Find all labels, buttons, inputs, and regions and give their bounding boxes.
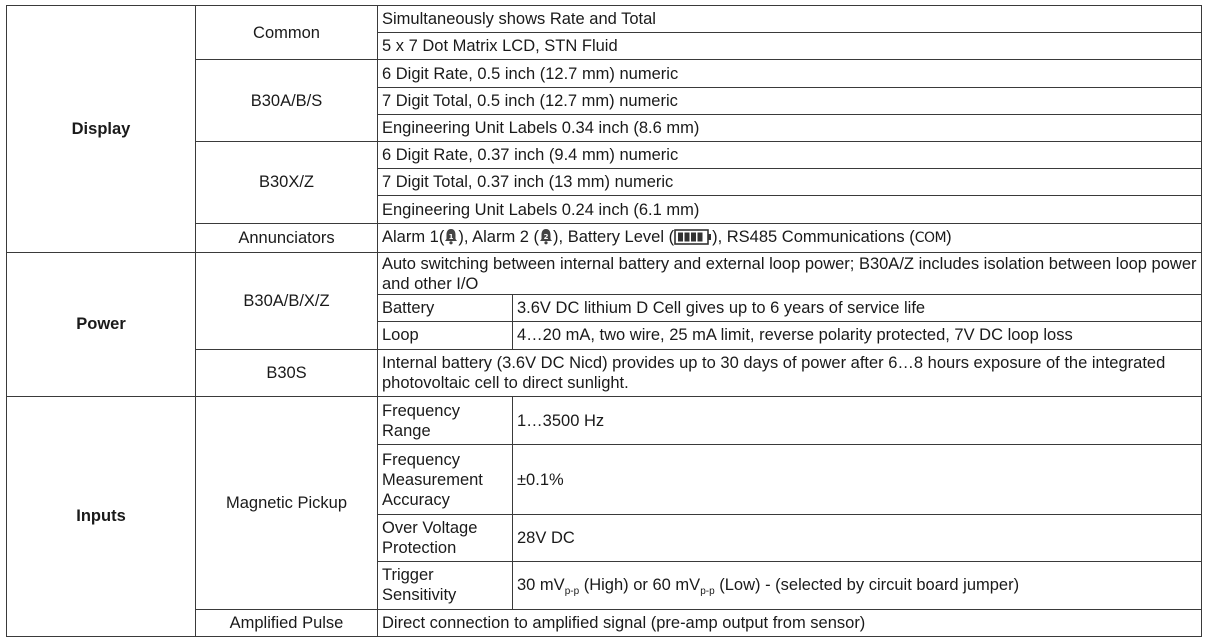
spec-value: 4…20 mA, two wire, 25 mA limit, reverse polarity protected, 7V DC loop loss bbox=[513, 322, 1202, 349]
subcategory-annunciators: Annunciators bbox=[196, 223, 378, 252]
table-row bbox=[7, 396, 1202, 444]
alarm-2-text: ), Alarm 2 ( bbox=[458, 228, 540, 247]
spec-value: 3.6V DC lithium D Cell gives up to 6 years of service life bbox=[513, 295, 1202, 322]
svg-text:1: 1 bbox=[448, 233, 454, 242]
alarm-1-bell-icon bbox=[444, 228, 458, 245]
spec-value: 1…3500 Hz bbox=[513, 396, 1202, 444]
trigger-part-a: 30 mV bbox=[517, 576, 565, 595]
spec-value: 7 Digit Total, 0.5 inch (12.7 mm) numeric bbox=[378, 87, 1202, 114]
spec-value: 6 Digit Rate, 0.5 inch (12.7 mm) numeric bbox=[378, 60, 1202, 87]
spec-value: Engineering Unit Labels 0.34 inch (8.6 mm) bbox=[378, 114, 1202, 141]
category-inputs: Inputs bbox=[7, 396, 196, 636]
category-power: Power bbox=[7, 252, 196, 396]
spec-label: Frequency Measurement Accuracy bbox=[378, 445, 513, 515]
trigger-sensitivity-value bbox=[513, 562, 1202, 609]
battery-level-icon bbox=[674, 229, 712, 245]
spec-value: Auto switching between internal battery and external loop power; B30A/Z includes isolation between loop power and other I/O bbox=[378, 252, 1202, 294]
alarm-2-bell-icon bbox=[539, 228, 553, 245]
trigger-subscript: p-p bbox=[564, 586, 580, 598]
spec-label: Over Voltage Protection bbox=[378, 514, 513, 561]
trigger-part-b: (High) or 60 mV bbox=[579, 576, 701, 595]
subcategory-b30xz: B30X/Z bbox=[196, 142, 378, 224]
table-row bbox=[7, 252, 1202, 294]
spec-value: 5 x 7 Dot Matrix LCD, STN Fluid bbox=[378, 33, 1202, 60]
spec-label: Frequency Range bbox=[378, 396, 513, 444]
svg-text:2: 2 bbox=[543, 233, 549, 242]
spec-value: Simultaneously shows Rate and Total bbox=[378, 6, 1202, 33]
spec-value: Direct connection to amplified signal (pre-amp output from sensor) bbox=[378, 609, 1202, 636]
table-row bbox=[7, 6, 1202, 33]
annunciators-value bbox=[378, 223, 1202, 252]
alarm-1-text: Alarm 1( bbox=[382, 228, 445, 247]
subcategory-common: Common bbox=[196, 6, 378, 60]
spec-value: ±0.1% bbox=[513, 445, 1202, 515]
subcategory-b30abs: B30A/B/S bbox=[196, 60, 378, 142]
spec-value: 28V DC bbox=[513, 514, 1202, 561]
close-paren: ) bbox=[946, 228, 952, 247]
subcategory-amplified-pulse: Amplified Pulse bbox=[196, 609, 378, 636]
subcategory-b30s: B30S bbox=[196, 349, 378, 396]
rs485-text: ), RS485 Communications ( bbox=[712, 228, 915, 247]
trigger-part-c: (Low) - (selected by circuit board jumper) bbox=[714, 576, 1020, 595]
spec-label: Trigger Sensitivity bbox=[378, 562, 513, 609]
spec-value: 6 Digit Rate, 0.37 inch (9.4 mm) numeric bbox=[378, 142, 1202, 169]
spec-label: Loop bbox=[378, 322, 513, 349]
subcategory-b30abxz: B30A/B/X/Z bbox=[196, 252, 378, 349]
battery-level-text: ), Battery Level ( bbox=[553, 228, 675, 247]
category-display: Display bbox=[7, 6, 196, 253]
spec-value: 7 Digit Total, 0.37 inch (13 mm) numeric bbox=[378, 169, 1202, 196]
subcategory-magnetic-pickup: Magnetic Pickup bbox=[196, 396, 378, 609]
spec-value: Internal battery (3.6V DC Nicd) provides up to 30 days of power after 6…8 hours exposure of the integrated photovoltaic cell to direct sunlight. bbox=[378, 349, 1202, 396]
com-indicator: COM bbox=[914, 230, 947, 247]
trigger-subscript: p-p bbox=[700, 586, 715, 598]
spec-label: Battery bbox=[378, 295, 513, 322]
specifications-table bbox=[6, 5, 1202, 637]
spec-value: Engineering Unit Labels 0.24 inch (6.1 mm) bbox=[378, 196, 1202, 223]
